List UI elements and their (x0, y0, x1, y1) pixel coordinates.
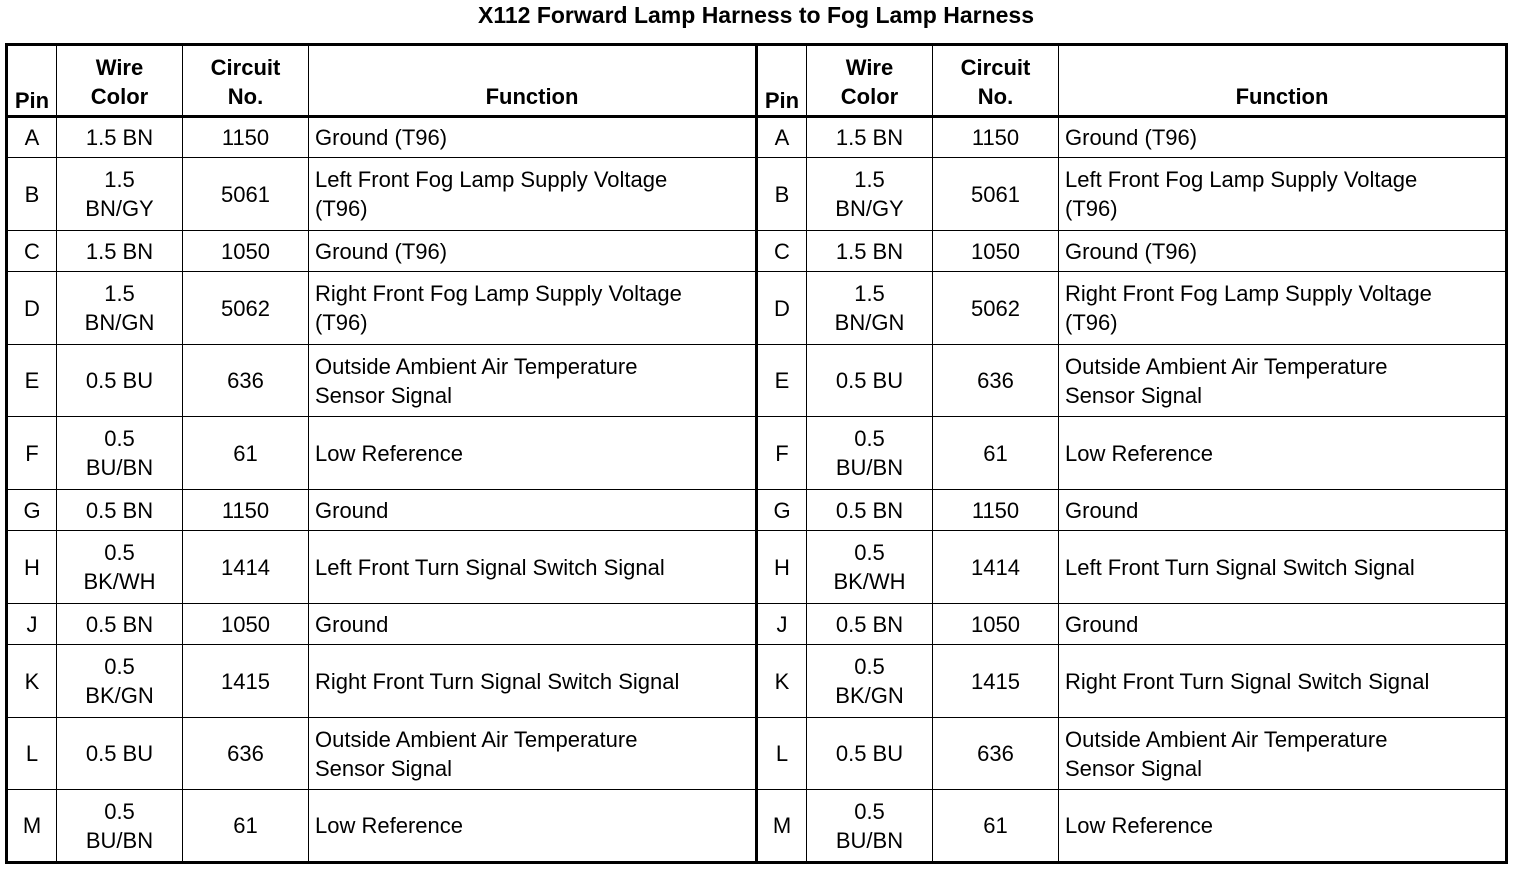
circuit-cell: 61 (183, 790, 309, 863)
circuit-cell: 1150 (933, 117, 1059, 158)
wire-color-cell: 0.5 BU (807, 718, 933, 790)
pin-cell: L (757, 718, 807, 790)
circuit-cell: 1050 (933, 231, 1059, 272)
function-cell: Left Front Fog Lamp Supply Voltage (T96) (1059, 158, 1507, 231)
wire-color-cell: 0.5 BU/BN (807, 790, 933, 863)
header-circuit: Circuit No. (183, 45, 309, 117)
wire-color-cell: 1.5 BN/GY (807, 158, 933, 231)
circuit-cell: 636 (183, 718, 309, 790)
table-row (7, 718, 1507, 790)
wire-color-cell: 0.5 BN (57, 604, 183, 645)
wire-color-cell: 0.5 BK/WH (807, 531, 933, 604)
function-cell: Low Reference (1059, 790, 1507, 863)
wire-color-cell: 1.5 BN (57, 117, 183, 158)
wire-color-cell: 0.5 BU/BN (807, 417, 933, 490)
table-row (7, 645, 1507, 718)
wire-color-cell: 1.5 BN (807, 231, 933, 272)
circuit-cell: 1150 (933, 490, 1059, 531)
wire-color-cell: 1.5 BN/GN (807, 272, 933, 345)
pin-cell: A (757, 117, 807, 158)
circuit-cell: 5062 (933, 272, 1059, 345)
header-row (7, 45, 1507, 117)
function-cell: Ground (1059, 604, 1507, 645)
circuit-cell: 1415 (183, 645, 309, 718)
circuit-cell: 1050 (933, 604, 1059, 645)
pinout-table (5, 43, 1508, 864)
header-pin: Pin (7, 45, 57, 117)
circuit-cell: 636 (183, 345, 309, 417)
circuit-cell: 636 (933, 345, 1059, 417)
pin-cell: M (7, 790, 57, 863)
function-cell: Ground (309, 490, 757, 531)
table-row (7, 272, 1507, 345)
pin-cell: K (757, 645, 807, 718)
header-wire-color: Wire Color (57, 45, 183, 117)
function-cell: Right Front Turn Signal Switch Signal (1059, 645, 1507, 718)
function-cell: Left Front Turn Signal Switch Signal (1059, 531, 1507, 604)
circuit-cell: 5061 (183, 158, 309, 231)
pin-cell: F (757, 417, 807, 490)
function-cell: Ground (309, 604, 757, 645)
header-wire-color: Wire Color (807, 45, 933, 117)
function-cell: Right Front Fog Lamp Supply Voltage (T96) (309, 272, 757, 345)
pin-cell: C (7, 231, 57, 272)
pin-cell: L (7, 718, 57, 790)
function-cell: Left Front Turn Signal Switch Signal (309, 531, 757, 604)
wire-color-cell: 0.5 BU (57, 345, 183, 417)
pin-cell: E (7, 345, 57, 417)
pin-cell: J (7, 604, 57, 645)
pin-cell: J (757, 604, 807, 645)
pin-cell: D (757, 272, 807, 345)
wire-color-cell: 1.5 BN/GY (57, 158, 183, 231)
wire-color-cell: 1.5 BN (57, 231, 183, 272)
header-function: Function (1059, 45, 1507, 117)
circuit-cell: 1414 (183, 531, 309, 604)
wire-color-cell: 0.5 BN (807, 490, 933, 531)
pin-cell: B (7, 158, 57, 231)
circuit-cell: 1150 (183, 490, 309, 531)
circuit-cell: 636 (933, 718, 1059, 790)
pin-cell: F (7, 417, 57, 490)
circuit-cell: 1050 (183, 231, 309, 272)
header-function: Function (309, 45, 757, 117)
function-cell: Outside Ambient Air Temperature Sensor Signal (309, 345, 757, 417)
table-row (7, 345, 1507, 417)
function-cell: Ground (T96) (309, 231, 757, 272)
pin-cell: C (757, 231, 807, 272)
table-row (7, 531, 1507, 604)
pin-cell: G (757, 490, 807, 531)
wire-color-cell: 0.5 BU/BN (57, 790, 183, 863)
pin-cell: D (7, 272, 57, 345)
circuit-cell: 1150 (183, 117, 309, 158)
table-row (7, 231, 1507, 272)
function-cell: Ground (1059, 490, 1507, 531)
table-row (7, 490, 1507, 531)
function-cell: Ground (T96) (1059, 231, 1507, 272)
header-pin: Pin (757, 45, 807, 117)
table-row (7, 158, 1507, 231)
function-cell: Outside Ambient Air Temperature Sensor Signal (1059, 345, 1507, 417)
function-cell: Outside Ambient Air Temperature Sensor Signal (309, 718, 757, 790)
wire-color-cell: 0.5 BU (807, 345, 933, 417)
circuit-cell: 61 (933, 417, 1059, 490)
wire-color-cell: 0.5 BN (57, 490, 183, 531)
circuit-cell: 1415 (933, 645, 1059, 718)
wire-color-cell: 0.5 BU/BN (57, 417, 183, 490)
wire-color-cell: 0.5 BN (807, 604, 933, 645)
pin-cell: K (7, 645, 57, 718)
wire-color-cell: 0.5 BU (57, 718, 183, 790)
pin-cell: G (7, 490, 57, 531)
pin-cell: A (7, 117, 57, 158)
pin-cell: H (7, 531, 57, 604)
function-cell: Outside Ambient Air Temperature Sensor Signal (1059, 718, 1507, 790)
function-cell: Right Front Turn Signal Switch Signal (309, 645, 757, 718)
function-cell: Low Reference (1059, 417, 1507, 490)
table-row (7, 117, 1507, 158)
function-cell: Right Front Fog Lamp Supply Voltage (T96) (1059, 272, 1507, 345)
function-cell: Low Reference (309, 417, 757, 490)
wire-color-cell: 0.5 BK/GN (57, 645, 183, 718)
function-cell: Left Front Fog Lamp Supply Voltage (T96) (309, 158, 757, 231)
table-row (7, 790, 1507, 863)
wire-color-cell: 1.5 BN (807, 117, 933, 158)
pin-cell: H (757, 531, 807, 604)
circuit-cell: 1414 (933, 531, 1059, 604)
function-cell: Ground (T96) (1059, 117, 1507, 158)
circuit-cell: 61 (183, 417, 309, 490)
function-cell: Ground (T96) (309, 117, 757, 158)
wire-color-cell: 1.5 BN/GN (57, 272, 183, 345)
circuit-cell: 1050 (183, 604, 309, 645)
circuit-cell: 5062 (183, 272, 309, 345)
pin-cell: E (757, 345, 807, 417)
circuit-cell: 5061 (933, 158, 1059, 231)
function-cell: Low Reference (309, 790, 757, 863)
header-circuit: Circuit No. (933, 45, 1059, 117)
page-title: X112 Forward Lamp Harness to Fog Lamp Harness (478, 2, 1034, 28)
table-row (7, 604, 1507, 645)
pin-cell: B (757, 158, 807, 231)
table-row (7, 417, 1507, 490)
pin-cell: M (757, 790, 807, 863)
wire-color-cell: 0.5 BK/GN (807, 645, 933, 718)
wire-color-cell: 0.5 BK/WH (57, 531, 183, 604)
circuit-cell: 61 (933, 790, 1059, 863)
